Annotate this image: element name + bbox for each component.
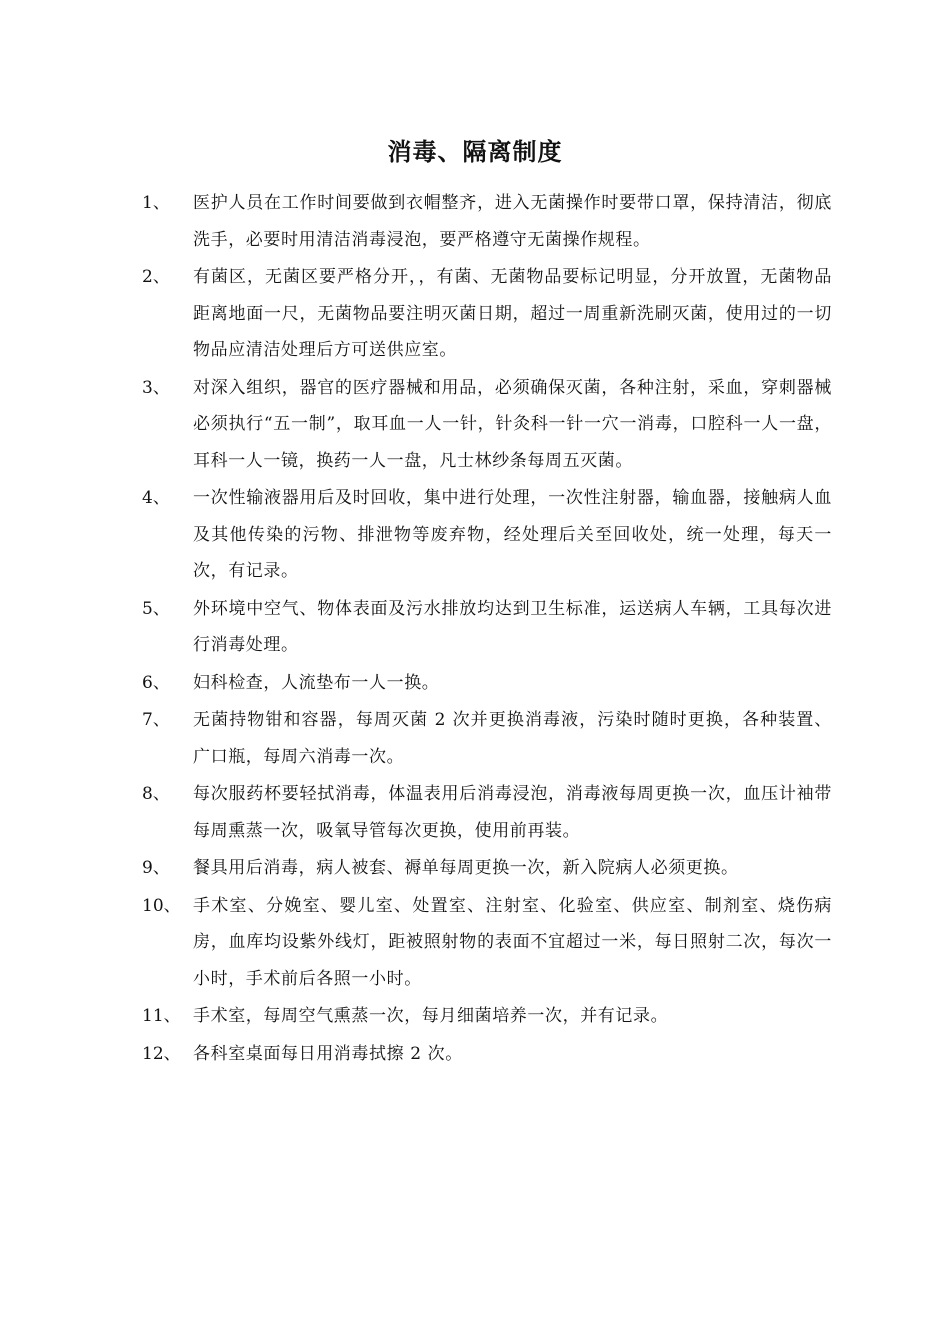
- rule-item: [142, 776, 832, 849]
- rule-number: 12、: [142, 1043, 181, 1064]
- rule-item: [142, 702, 832, 775]
- rule-number: 4、: [142, 488, 170, 508]
- rule-number: 10、: [142, 895, 181, 916]
- rule-number: 1、: [142, 193, 170, 213]
- rule-item: [142, 591, 832, 664]
- rule-text: 各科室桌面每日用消毒拭擦 2 次。: [193, 1043, 463, 1064]
- rule-item: [142, 888, 832, 998]
- rule-item: [142, 1036, 832, 1073]
- rule-text: 有菌区，无菌区要严格分开，，有菌、无菌物品要标记明显，分开放置，无菌物品距离地面一尺，无菌物品要注明灭菌日期，超过一周重新洗刷灭菌，使用过的一切物品应清洁处理后方可送供应室。: [193, 267, 832, 360]
- rule-text: 对深入组织，器官的医疗器械和用品，必须确保灭菌，各种注射，采血，穿刺器械必须执行“五一制”，取耳血一人一针，针灸科一针一穴一消毒，口腔科一人一盘，耳科一人一镜，换药一人一盘，凡士林纱条每周五灭菌。: [193, 377, 832, 471]
- rule-item: [142, 185, 832, 258]
- rule-text: 无菌持物钳和容器，每周灭菌 2 次并更换消毒液，污染时随时更换，各种装置、广口瓶，每周六消毒一次。: [193, 710, 832, 767]
- rule-text: 手术室、分娩室、婴儿室、处置室、注射室、化验室、供应室、制剂室、烧伤病房，血库均设紫外线灯，距被照射物的表面不宜超过一米，每日照射二次，每次一小时，手术前后各照一小时。: [193, 895, 832, 989]
- rule-item: [142, 480, 832, 590]
- rule-item: [142, 850, 832, 887]
- rule-text: 一次性输液器用后及时回收，集中进行处理，一次性注射器，输血器，接触病人血及其他传染的污物、排泄物等废弃物，经处理后关至回收处，统一处理，每天一次，有记录。: [193, 488, 832, 581]
- rule-text: 餐具用后消毒，病人被套、褥单每周更换一次，新入院病人必须更换。: [193, 858, 739, 878]
- rule-number: 7、: [142, 710, 170, 730]
- rule-item: [142, 998, 832, 1035]
- rule-number: 2、: [142, 267, 170, 287]
- rule-number: 8、: [142, 784, 170, 804]
- rule-text: 外环境中空气、物体表面及污水排放均达到卫生标准，运送病人车辆，工具每次进行消毒处理。: [193, 598, 832, 655]
- rule-number: 5、: [142, 598, 170, 619]
- document-title: 消毒、隔离制度: [387, 137, 563, 166]
- rule-text: 每次服药杯要轻拭消毒，体温表用后消毒浸泡，消毒液每周更换一次，血压计袖带每周熏蒸一次，吸氧导管每次更换，使用前再装。: [193, 784, 832, 841]
- rule-item: [142, 259, 832, 369]
- rule-text: 手术室，每周空气熏蒸一次，每月细菌培养一次，并有记录。: [193, 1006, 669, 1026]
- rule-number: 9、: [142, 858, 170, 878]
- rule-text: 妇科检查，人流垫布一人一换。: [193, 672, 440, 693]
- rule-number: 6、: [142, 672, 170, 693]
- rules-list: [142, 185, 832, 1073]
- rule-number: 11、: [142, 1006, 181, 1026]
- rule-item: [142, 665, 832, 702]
- rule-number: 3、: [142, 377, 170, 398]
- rule-text: 医护人员在工作时间要做到衣帽整齐，进入无菌操作时要带口罩，保持清洁，彻底洗手，必要时用清洁消毒浸泡，要严格遵守无菌操作规程。: [193, 193, 832, 250]
- rule-item: [142, 370, 832, 480]
